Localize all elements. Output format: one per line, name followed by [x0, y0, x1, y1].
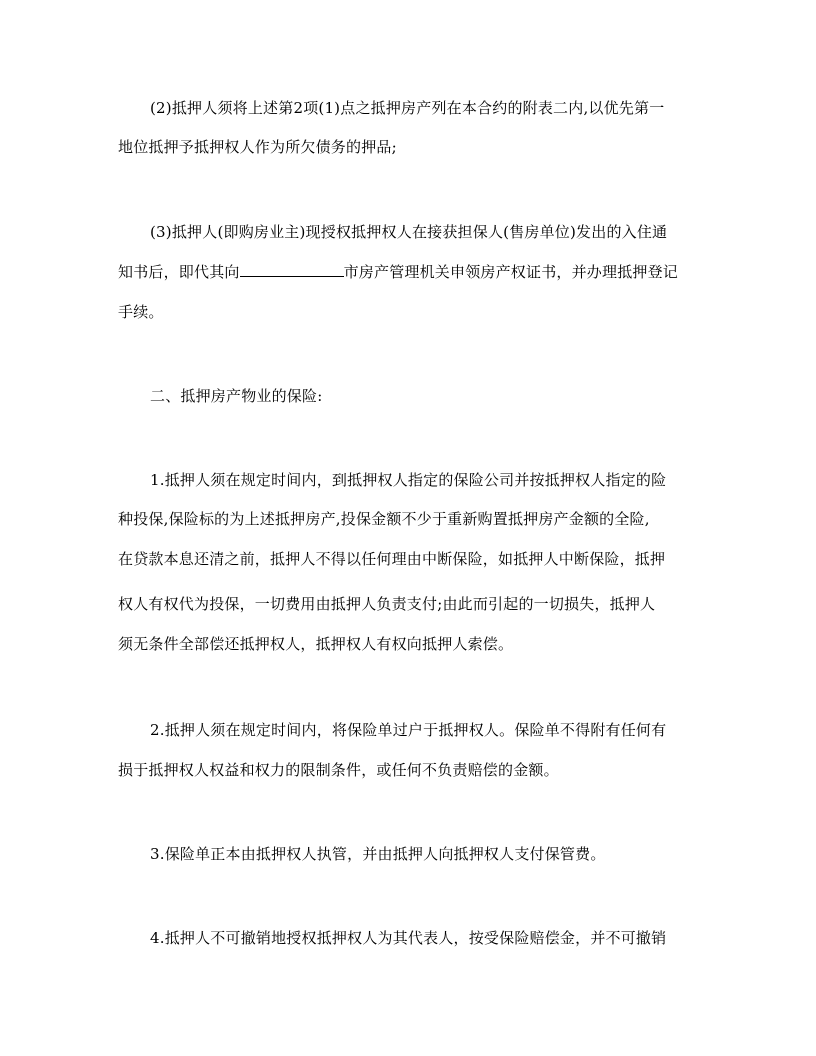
para-3-line-3: 手续。 [118, 303, 164, 321]
item-3-line-1: 3.保险单正本由抵押权人执管，并由抵押人向抵押权人支付保管费。 [150, 845, 606, 863]
fill-in-blank [240, 262, 344, 277]
item-4-line-1: 4.抵押人不可撤销地授权抵押权人为其代表人，按受保险赔偿金，并不可撤销 [150, 929, 667, 947]
para-3-line-2 [118, 262, 703, 282]
section-2-heading: 二、抵押房产物业的保险: [150, 387, 323, 405]
item-2-line-1: 2.抵押人须在规定时间内，将保险单过户于抵押权人。保险单不得附有任何有 [150, 721, 667, 739]
item-1-line-4: 权人有权代为投保，一切费用由抵押人负责支付;由此而引起的一切损失，抵押人 [118, 595, 656, 613]
para-3-line-1: (3)抵押人(即购房业主)现授权抵押权人在接获担保人(售房单位)发出的入住通 [150, 223, 668, 241]
para-3-line-2-after: 市房产管理机关申领房产权证书，并办理抵押登记 [343, 263, 679, 281]
item-1-line-3: 在贷款本息还清之前，抵押人不得以任何理由中断保险，如抵押人中断保险，抵押 [118, 550, 666, 568]
item-2-line-2: 损于抵押权人权益和权力的限制条件，或任何不负责赔偿的金额。 [118, 761, 559, 779]
para-2-line-2: 地位抵押予抵押权人作为所欠债务的押品; [118, 138, 397, 156]
item-1-line-5: 须无条件全部偿还抵押权人，抵押权人有权向抵押人索偿。 [118, 635, 514, 653]
item-1-line-1: 1.抵押人须在规定时间内，到抵押权人指定的保险公司并按抵押权人指定的险 [150, 471, 667, 489]
para-2-line-1: (2)抵押人须将上述第2项(1)点之抵押房产列在本合约的附表二内,以优先第一 [150, 99, 665, 117]
para-3-line-2-before: 知书后，即代其向 [118, 263, 240, 281]
item-1-line-2: 种投保,保险标的为上述抵押房产,投保金额不少于重新购置抵押房产金额的全险, [118, 510, 650, 528]
